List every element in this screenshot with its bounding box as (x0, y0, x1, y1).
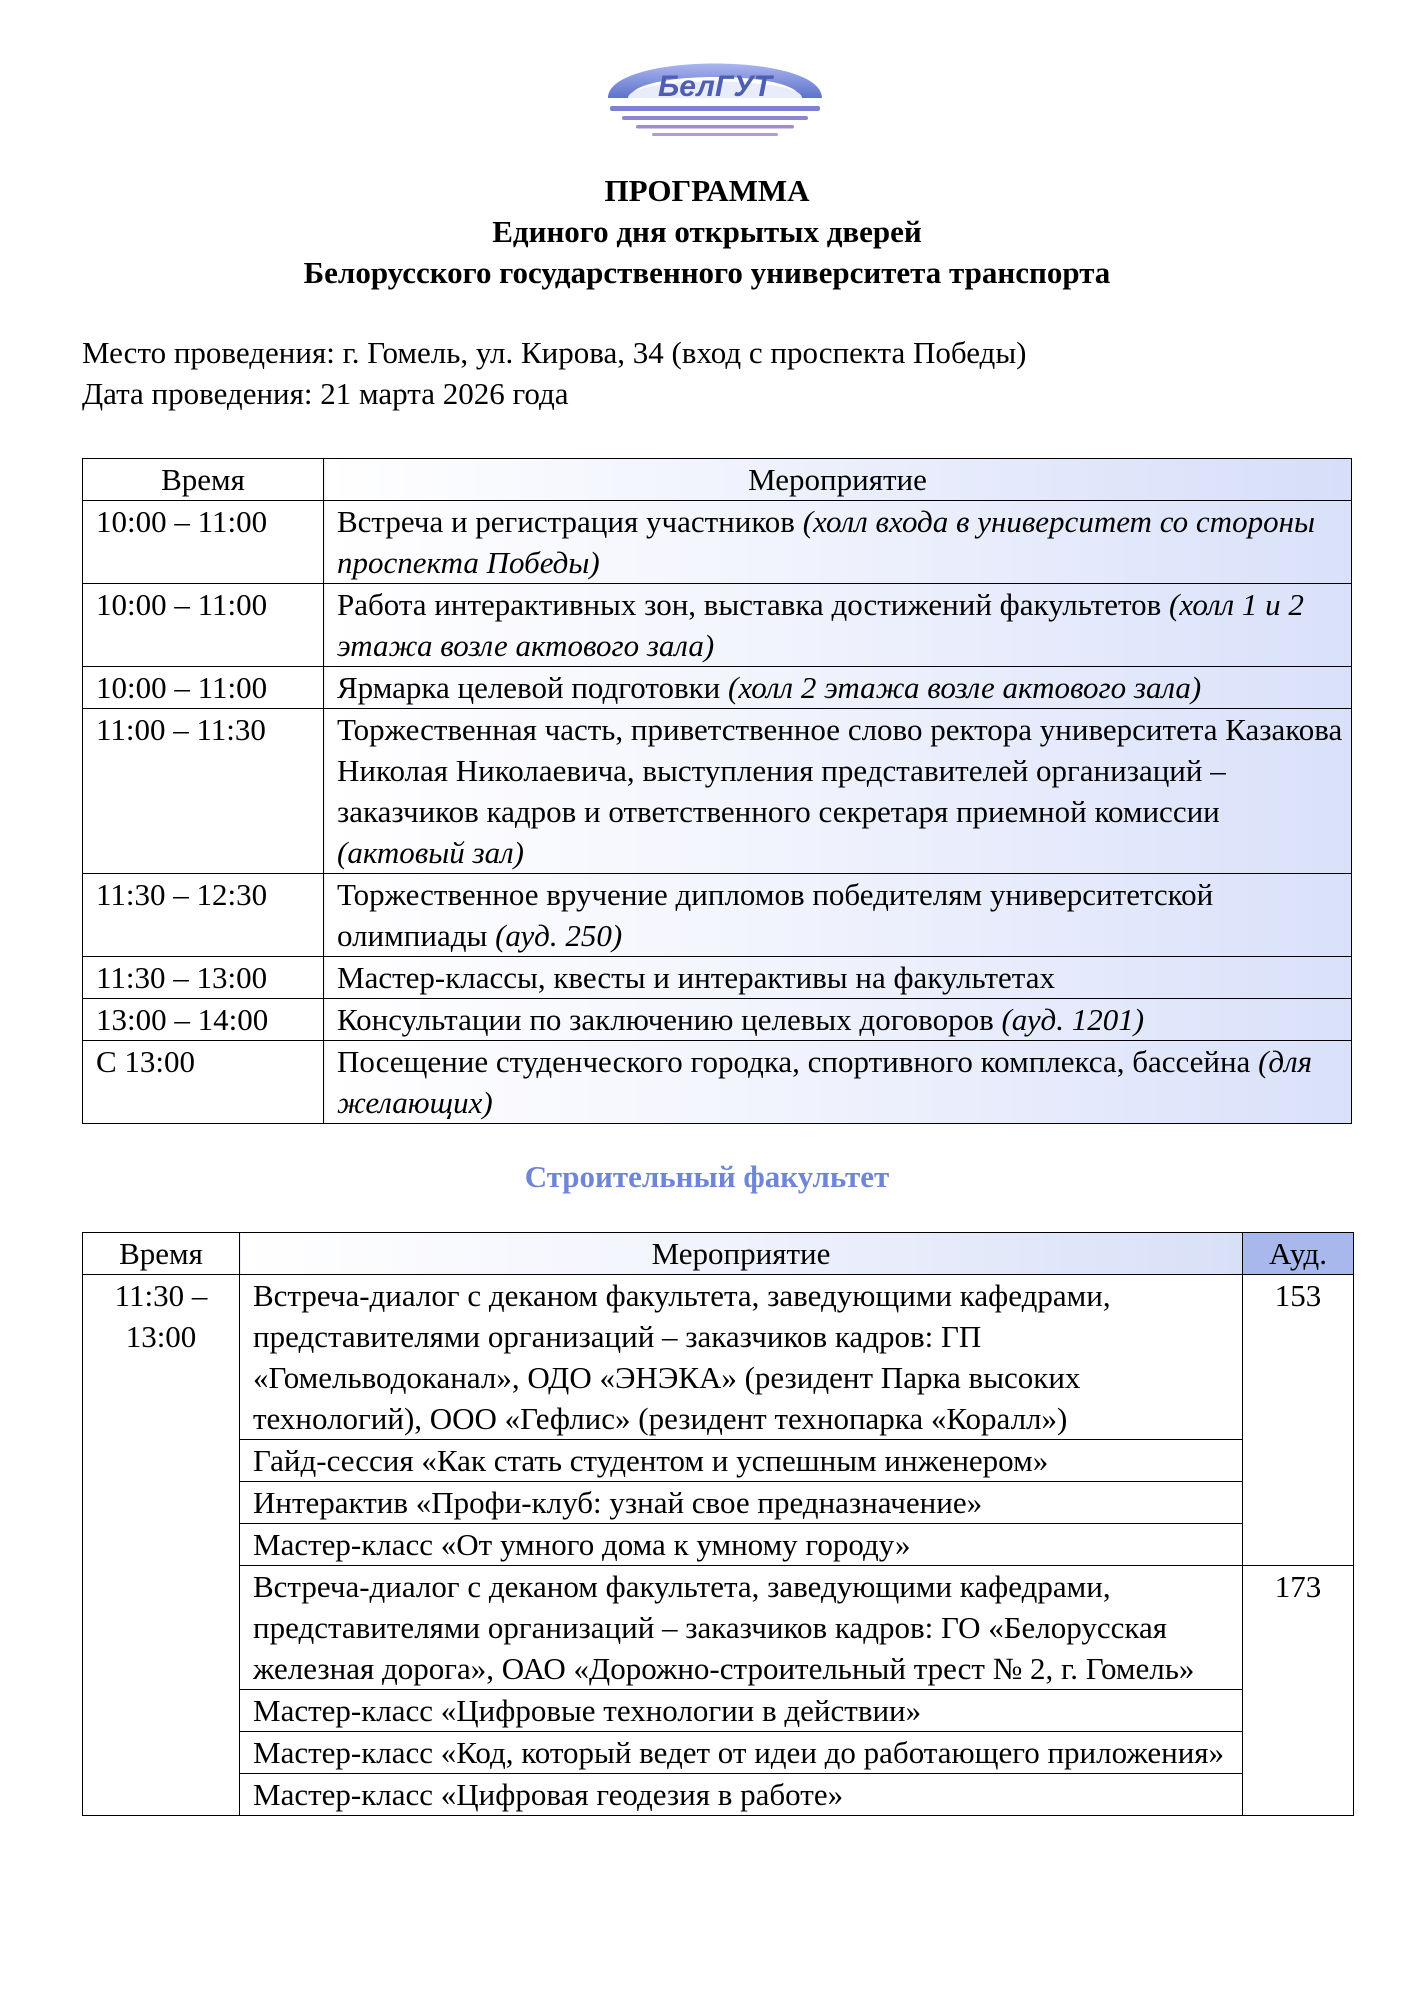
event-location: (для желающих) (337, 1044, 1313, 1120)
document-title (0, 170, 1414, 293)
header-time: Время (83, 459, 324, 501)
logo-text: БелГУТ (657, 70, 773, 103)
event-cell: Встреча-диалог с деканом факультета, заведующими кафедрами, представителями организаций – заказчиков кадров: ГП «Гомельводоканал», ОДО «ЭНЭКА» (резидент Парка высоких технологий), ООО «Гефлис» (резидент технопарка «Коралл») (240, 1275, 1243, 1440)
time-cell: 10:00 – 11:00 (83, 667, 324, 709)
header-event: Мероприятие (240, 1233, 1243, 1275)
table-row (83, 1774, 1354, 1816)
event-text: Торжественная часть, приветственное слово ректора университета Казакова Николая Николаевича, выступления представителей организаций – заказчиков кадров и ответственного секретаря приемной комиссии (337, 712, 1343, 829)
title-main: ПРОГРАММА (604, 173, 810, 208)
logo-line (652, 133, 778, 136)
event-text: Посещение студенческого городка, спортивного комплекса, бассейна (337, 1044, 1259, 1079)
event-cell: Мастер-класс «От умного дома к умному городу» (240, 1524, 1243, 1566)
time-cell: 11:30 – 13:00 (83, 1275, 240, 1816)
header-auditorium: Ауд. (1243, 1233, 1354, 1275)
table-row (83, 1566, 1354, 1690)
time-cell: 10:00 – 11:00 (83, 584, 324, 667)
event-cell: Гайд-сессия «Как стать студентом и успешным инженером» (240, 1440, 1243, 1482)
time-cell: 11:30 – 13:00 (83, 957, 324, 999)
event-place: Место проведения: г. Гомель, ул. Кирова, 34 (вход с проспекта Победы) (82, 335, 1027, 370)
table-row (83, 1041, 1352, 1124)
auditorium-cell: 173 (1243, 1566, 1354, 1816)
logo-line (636, 125, 794, 129)
event-location: (актовый зал) (337, 835, 524, 870)
event-location: (холл 1 и 2 этажа возле актового зала) (337, 587, 1304, 663)
table-row (83, 584, 1352, 667)
event-cell (324, 957, 1352, 999)
title-sub-2: Белорусского государственного университета транспорта (303, 255, 1111, 290)
event-cell (324, 874, 1352, 957)
event-cell (324, 667, 1352, 709)
time-cell: 13:00 – 14:00 (83, 999, 324, 1041)
table-row (83, 709, 1352, 874)
logo-line (622, 116, 808, 120)
event-cell (324, 584, 1352, 667)
table-row (83, 1440, 1354, 1482)
event-cell (324, 709, 1352, 874)
event-info (82, 332, 1027, 414)
event-cell: Интерактив «Профи-клуб: узнай свое предназначение» (240, 1482, 1243, 1524)
auditorium-cell: 153 (1243, 1275, 1354, 1566)
title-sub-1: Единого дня открытых дверей (492, 214, 922, 249)
event-cell: Мастер-класс «Код, который ведет от идеи до работающего приложения» (240, 1732, 1243, 1774)
event-text: Встреча и регистрация участников (337, 504, 803, 539)
table-row (83, 501, 1352, 584)
event-cell (324, 1041, 1352, 1124)
faculty-schedule-table (82, 1232, 1354, 1816)
table-row (83, 1690, 1354, 1732)
belgut-logo (604, 40, 826, 150)
faculty-heading: Строительный факультет (524, 1159, 890, 1194)
table-row (83, 1482, 1354, 1524)
event-text: Работа интерактивных зон, выставка достижений факультетов (337, 587, 1170, 622)
table-row (83, 1732, 1354, 1774)
event-location: (холл входа в университет со стороны проспекта Победы) (337, 504, 1315, 580)
event-location: (холл 2 этажа возле актового зала) (728, 670, 1202, 705)
event-text: Консультации по заключению целевых договоров (337, 1002, 1002, 1037)
time-cell: 11:00 – 11:30 (83, 709, 324, 874)
event-date: Дата проведения: 21 марта 2026 года (82, 376, 569, 411)
table-row (83, 1524, 1354, 1566)
logo-line (610, 106, 820, 111)
table-header-row (83, 1233, 1354, 1275)
table-row (83, 667, 1352, 709)
table-row (83, 957, 1352, 999)
header-time: Время (83, 1233, 240, 1275)
event-text: Торжественное вручение дипломов победителям университетской олимпиады (337, 877, 1214, 953)
event-cell: Встреча-диалог с деканом факультета, заведующими кафедрами, представителями организаций – заказчиков кадров: ГО «Белорусская железная дорога», ОАО «Дорожно-строительный трест № 2, г. Гомель» (240, 1566, 1243, 1690)
table-header-row (83, 459, 1352, 501)
table-row (83, 874, 1352, 957)
time-cell: 11:30 – 12:30 (83, 874, 324, 957)
event-cell: Мастер-класс «Цифровые технологии в действии» (240, 1690, 1243, 1732)
table-row (83, 1275, 1354, 1440)
time-cell: С 13:00 (83, 1041, 324, 1124)
event-location: (ауд. 1201) (1001, 1002, 1145, 1037)
event-location: (ауд. 250) (495, 918, 623, 953)
general-schedule-table (82, 458, 1352, 1124)
event-text: Мастер-классы, квесты и интерактивы на факультетах (337, 960, 1055, 995)
event-cell (324, 999, 1352, 1041)
time-cell: 10:00 – 11:00 (83, 501, 324, 584)
event-cell: Мастер-класс «Цифровая геодезия в работе» (240, 1774, 1243, 1816)
event-cell (324, 501, 1352, 584)
header-event: Мероприятие (324, 459, 1352, 501)
event-text: Ярмарка целевой подготовки (337, 670, 728, 705)
table-row (83, 999, 1352, 1041)
